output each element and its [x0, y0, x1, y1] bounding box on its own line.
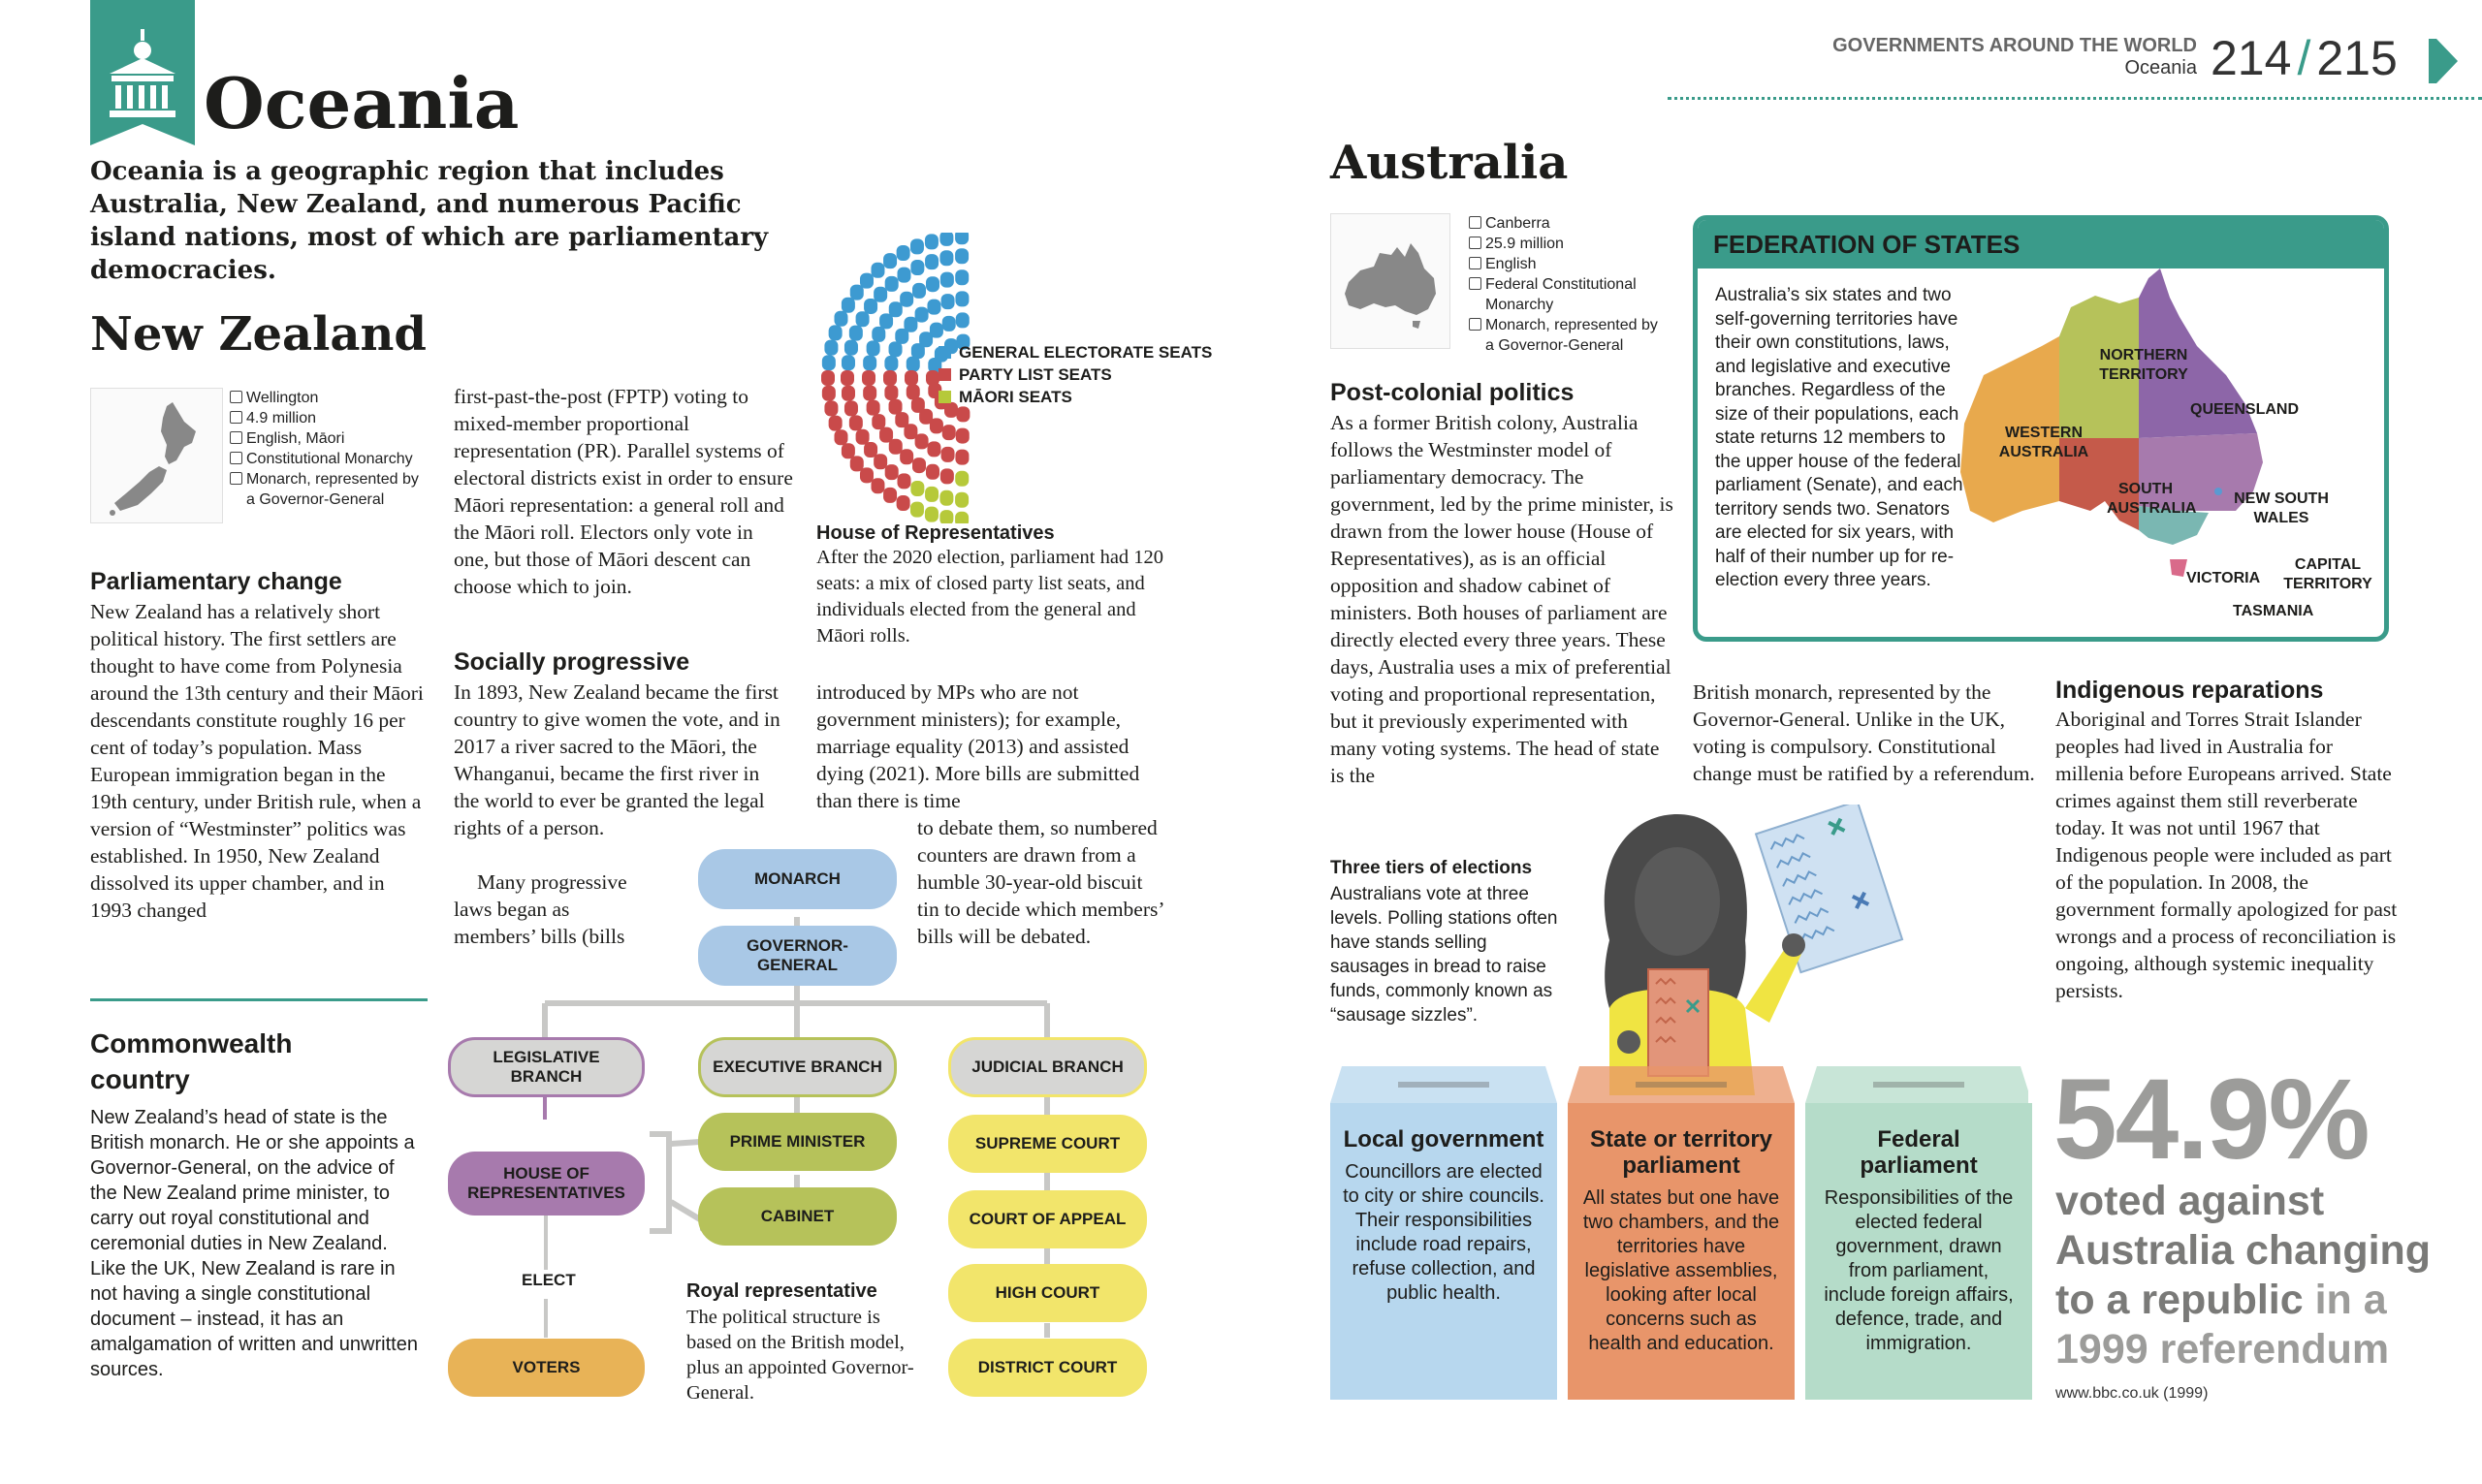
seat-marker — [885, 276, 899, 292]
population-icon — [230, 411, 242, 424]
ballot-box-text: Responsibilities of the elected federal government, drawn from parliament, include foreign affairs, defence, trade, and immigration. — [1824, 1187, 2014, 1354]
seat-marker — [879, 313, 893, 329]
seat-marker — [889, 439, 903, 455]
nz-column2-text: first-past-the-post (FPTP) voting to mixed-member proportional representation (PR). Parallel systems of electoral districts exist in order to ensure Māori representation: a general roll and the Māori roll. Electors only vote in one, but those of Māori descent can choose which to join. — [454, 385, 793, 598]
state-label-nsw: NEW SOUTH WALES — [2234, 490, 2329, 526]
elect-label: ELECT — [522, 1271, 576, 1289]
person-icon — [1469, 318, 1481, 331]
ballot-box-text: All states but one have two chambers, and the territories have legislative assemblies, looking after local concerns such as health and education. — [1582, 1187, 1780, 1354]
ballot-box-federal — [1805, 1103, 2032, 1400]
commonwealth-text: New Zealand’s head of state is the British monarch. He or she appoints a Governor-General, on the advice of the New Zealand prime minister, to carry out royal constitutional and ceremonial duties in New Zealand. Like the UK, New Zealand is rare in not having a single constitutional document – instead, it has an amalgamation of written and unwritten sources. — [90, 1107, 418, 1380]
node-governor-general: GOVERNOR-GENERAL — [698, 926, 897, 986]
stat-caption — [2055, 1177, 2443, 1374]
seat-marker — [927, 441, 940, 457]
page-numbers — [2211, 29, 2398, 87]
seat-marker — [829, 325, 843, 340]
seat-marker — [955, 471, 969, 487]
seat-marker — [856, 311, 870, 327]
seat-marker — [871, 478, 884, 493]
seat-marker — [872, 414, 885, 429]
seat-marker — [884, 356, 898, 371]
seat-marker — [864, 442, 877, 458]
stat-line-4: 1999 referendum — [2055, 1326, 2390, 1373]
legend-swatch-green — [939, 391, 951, 403]
seat-marker — [864, 299, 877, 314]
au-fact-population: 25.9 million — [1469, 234, 1658, 254]
state-label-vic: VICTORIA — [2186, 570, 2261, 586]
seat-marker — [930, 418, 943, 433]
header-dotted-rule — [1668, 97, 2482, 100]
seat-marker — [842, 298, 855, 313]
seat-marker — [925, 507, 939, 522]
ballot-slot — [1398, 1082, 1489, 1088]
nz-map — [90, 388, 223, 523]
seat-marker — [849, 326, 863, 341]
post-colonial-heading: Post-colonial politics — [1330, 379, 1575, 406]
seat-marker — [889, 399, 903, 415]
legend-general-electorate: GENERAL ELECTORATE SEATS — [939, 341, 1212, 363]
seat-marker — [842, 443, 855, 458]
node-court-of-appeal: COURT OF APPEAL — [948, 1190, 1147, 1248]
state-label-act: CAPITAL TERRITORY — [2283, 556, 2372, 592]
seat-marker — [955, 233, 969, 244]
seat-marker — [889, 341, 903, 357]
stat-line-3: to a republic in a — [2055, 1277, 2387, 1323]
indigenous-heading: Indigenous reparations — [2055, 677, 2324, 704]
seat-marker — [897, 268, 910, 283]
seat-marker — [821, 370, 835, 386]
state-label-qld: QUEENSLAND — [2190, 401, 2300, 418]
nz-fact-capital: Wellington — [230, 388, 429, 408]
seat-marker — [824, 340, 838, 356]
seat-marker — [824, 400, 838, 416]
nz-fact-government: Constitutional Monarchy — [230, 449, 429, 469]
running-header — [1832, 35, 2197, 79]
seat-marker — [867, 400, 880, 416]
nz-fact-language: English, Māori — [230, 428, 429, 449]
seat-marker — [841, 370, 854, 386]
seat-marker — [956, 312, 970, 328]
seat-marker — [915, 433, 929, 449]
australia-map-thumb — [1330, 213, 1450, 349]
state-label-nt: NORTHERN TERRITORY — [2099, 347, 2188, 383]
parliamentary-change-text: New Zealand has a relatively short political history. The first settlers are thought to have come from Polynesia around the 13th century and their Māori descendants constitute roughly 16 per cent of today’s population. Mass European immigration began in the 19th century, under British rule, when a version of “Westminster” politics was established. In 1950, New Zealand dissolved its upper chamber, and in 1993 changed — [90, 600, 424, 922]
seat-marker — [927, 300, 940, 315]
seat-marker — [955, 269, 969, 285]
seat-marker — [884, 385, 898, 400]
seat-marker — [850, 456, 864, 471]
node-supreme-court: SUPREME COURT — [948, 1115, 1147, 1173]
nz-fact-head-of-state: Monarch, represented by a Governor-General — [230, 469, 429, 510]
node-prime-minister: PRIME MINISTER — [698, 1113, 897, 1171]
seat-marker — [874, 454, 887, 469]
ballot-boxes — [1330, 1103, 2028, 1400]
australia-column2-text: British monarch, represented by the Governor-General. Unlike in the UK, voting is compulsory. Constitutional change must be ratified by a referendum. — [1693, 680, 2035, 785]
seat-marker — [941, 294, 955, 309]
seat-marker — [926, 276, 939, 292]
seat-marker — [883, 370, 897, 386]
federation-text: Australia’s six states and two self-governing territories have their own constitutions, laws, and legislative and executive branches. Regardless of the size of their populations, each state returns 12 members to the upper house of the federal parliament (Senate), and each territory sends two. Senators are elected for six years, with half of their number up for re-election every three years. — [1715, 285, 1963, 590]
seat-marker — [910, 481, 924, 496]
node-cabinet: CABINET — [698, 1187, 897, 1246]
seat-marker — [955, 492, 969, 508]
post-colonial-text: As a former British colony, Australia follows the Westminster model of parliamentary democracy. The government, led by the prime minister, is drawn from the lower house (House of Representatives), as is an official opposition and shadow cabinet of ministers. Both houses of parliament are directly elected every three years. These days, Australia uses a mix of preferential voting and proportional representation, but it previously experimented with many voting systems. The head of state is the — [1330, 411, 1673, 787]
seat-marker — [955, 248, 969, 264]
government-building-icon — [230, 452, 242, 464]
ballot-box-state — [1568, 1103, 1795, 1400]
seat-marker — [860, 467, 874, 483]
seat-marker — [883, 488, 897, 503]
seat-marker — [822, 355, 836, 370]
page-number-right: 215 — [2316, 31, 2398, 85]
seat-marker — [860, 273, 874, 289]
legend-swatch-red — [939, 368, 951, 381]
location-pin-icon — [230, 391, 242, 403]
seat-marker — [842, 355, 855, 370]
seat-marker — [844, 400, 858, 416]
state-label-wa: WESTERN AUSTRALIA — [1998, 425, 2089, 460]
ballot-box-title: Federal parliament — [1860, 1126, 1978, 1179]
seat-marker — [856, 429, 870, 445]
running-header-subsection: Oceania — [2124, 57, 2197, 79]
seat-marker — [844, 340, 858, 356]
seat-marker — [874, 287, 887, 302]
seat-marker — [872, 327, 885, 342]
seat-marker — [885, 464, 899, 480]
house-text: After the 2020 election, parliament had 120 seats: a mix of closed party list seats, and individuals elected from the general and Māori rolls. — [816, 547, 1164, 647]
au-fact-head-of-state: Monarch, represented by a Governor-General — [1469, 315, 1658, 356]
seat-marker — [942, 425, 956, 440]
seat-marker — [925, 254, 939, 269]
stat-value: 54.9% — [2053, 1056, 2369, 1184]
seat-marker — [871, 263, 884, 278]
page-title: Oceania — [204, 62, 520, 144]
seat-marker — [900, 449, 913, 464]
legend-maori-seats: MĀORI SEATS — [939, 386, 1212, 408]
node-monarch: MONARCH — [698, 849, 897, 909]
seat-marker — [863, 355, 876, 370]
page-number-left: 214 — [2211, 31, 2292, 85]
node-voters: VOTERS — [448, 1339, 645, 1397]
seat-marker — [822, 386, 836, 401]
seat-marker — [905, 370, 918, 386]
socially-progressive-heading: Socially progressive — [454, 648, 690, 676]
state-label-sa: SOUTH AUSTRALIA — [2107, 481, 2197, 517]
speech-bubble-icon — [1469, 257, 1481, 269]
nz-fact-list — [230, 388, 429, 510]
ballot-slot — [1873, 1082, 1964, 1088]
au-fact-language: English — [1469, 254, 1658, 274]
seat-marker — [939, 250, 953, 266]
next-arrow-icon — [2429, 39, 2467, 83]
seat-marker — [912, 283, 926, 299]
seat-legend — [939, 341, 1212, 408]
australia-heading: Australia — [1330, 136, 1569, 190]
node-high-court: HIGH COURT — [948, 1264, 1147, 1322]
royal-representative-text: The political structure is based on the British model, plus an appointed Governor-General. — [686, 1307, 914, 1404]
speech-bubble-icon — [230, 431, 242, 444]
seat-marker — [939, 233, 953, 246]
stat-source: www.bbc.co.uk (1999) — [2055, 1385, 2209, 1402]
au-fact-capital: Canberra — [1469, 213, 1658, 234]
legend-party-list: PARTY LIST SEATS — [939, 363, 1212, 386]
seat-marker — [895, 329, 908, 344]
seat-marker — [900, 292, 913, 307]
seat-marker — [897, 473, 910, 489]
location-pin-icon — [1469, 216, 1481, 229]
ballot-box-title: Local government — [1343, 1126, 1544, 1152]
seat-marker — [939, 490, 953, 506]
seat-marker — [955, 450, 969, 465]
node-judicial-branch: JUDICIAL BRANCH — [948, 1037, 1147, 1097]
au-fact-government: Federal Constitutional Monarchy — [1469, 274, 1658, 315]
seat-marker — [834, 311, 847, 327]
ballot-box-text: Councillors are elected to city or shire councils. Their responsibilities include road repairs, refuse collection, and public health. — [1343, 1161, 1544, 1304]
seat-marker — [863, 386, 876, 401]
seat-marker — [926, 464, 939, 480]
seat-marker — [941, 447, 955, 462]
parliamentary-change-heading: Parliamentary change — [90, 568, 342, 595]
section-divider — [90, 998, 428, 1001]
running-header-section: GOVERNMENTS AROUND THE WORLD — [1832, 35, 2197, 56]
royal-representative-heading: Royal representative — [686, 1280, 877, 1302]
commonwealth-heading: Commonwealth country — [90, 1028, 293, 1094]
federation-box — [1693, 215, 2389, 642]
seat-marker — [829, 416, 843, 431]
seat-marker — [897, 495, 910, 511]
intro-paragraph: Oceania is a geographic region that includes Australia, New Zealand, and numerous Pacific island nations, most of which are parliamentary democracies. — [90, 157, 769, 285]
ballot-box-lids — [1330, 1066, 2028, 1105]
nz-column3-text-b: to debate them, so numbered counters are drawn from a humble 30-year-old biscuit tin to decide which members’ bills will be debated. — [917, 816, 1163, 948]
node-house-of-representatives: HOUSE OF REPRESENTATIVES — [448, 1152, 645, 1216]
seat-marker — [910, 238, 924, 254]
house-heading: House of Representatives — [816, 522, 1055, 544]
nz-heading: New Zealand — [90, 307, 427, 362]
socially-progressive-text: In 1893, New Zealand became the first country to give women the vote, and in 2017 a river sacred to the Māori, the Whanganui, became the first river in the world to ever be granted the legal rights of a person. — [454, 680, 780, 839]
seat-marker — [897, 245, 910, 261]
seat-marker — [834, 429, 847, 445]
seat-marker — [956, 406, 970, 422]
indigenous-text: Aboriginal and Torres Strait Islander peoples had lived in Australia for millenia before Europeans arrived. State crimes against them still reverberate today. It was not until 1967 that Indigenous people were included as part of the population. In 2008, the government formally apologized for past wrongs and a process of reconciliation is ongoing, although systemic inequality persists. — [2055, 708, 2398, 1002]
seat-marker — [850, 285, 864, 300]
seat-marker — [955, 291, 969, 306]
seat-marker — [925, 487, 939, 502]
nz-column3-text-a: introduced by MPs who are not government ministers); for example, marriage equality (2013) and assisted dying (2021). More bills are submitted than there is time — [816, 680, 1140, 812]
person-icon — [230, 472, 242, 485]
three-tiers-text: Australians vote at three levels. Polling stations often have stands selling sausages in bread to raise funds, commonly known as “sausage sizzles”. — [1330, 884, 1558, 1026]
node-legislative-branch: LEGISLATIVE BRANCH — [448, 1037, 645, 1097]
page-number-separator: / — [2297, 31, 2311, 85]
node-district-court: DISTRICT COURT — [948, 1339, 1147, 1397]
federation-heading: FEDERATION OF STATES — [1713, 229, 2021, 259]
socially-progressive-text-cont: Many progressive laws began as members’ bills (bills — [454, 870, 627, 948]
population-icon — [1469, 237, 1481, 249]
state-label-tas: TASMANIA — [2233, 603, 2314, 619]
seat-marker — [910, 260, 924, 275]
ballot-slot — [1636, 1082, 1727, 1088]
federation-header — [1698, 220, 2384, 268]
seat-marker — [910, 502, 924, 518]
seat-marker — [925, 234, 939, 249]
seat-marker — [940, 468, 954, 484]
seat-marker — [849, 415, 863, 430]
ballot-box-local — [1330, 1103, 1557, 1400]
section-icon-tab — [90, 0, 195, 145]
seat-marker — [867, 340, 880, 356]
seat-marker — [912, 458, 926, 473]
seat-marker — [907, 357, 920, 372]
seat-marker — [883, 253, 897, 268]
government-building-icon — [1469, 277, 1481, 290]
stat-line-2: Australia changing — [2055, 1227, 2432, 1274]
ballot-box-title: State or territory parliament — [1589, 1126, 1773, 1179]
stat-line-1: voted against — [2055, 1178, 2325, 1224]
seat-marker — [862, 370, 875, 386]
node-executive-branch: EXECUTIVE BRANCH — [698, 1037, 897, 1097]
legend-swatch-blue — [939, 346, 951, 359]
three-tiers-heading: Three tiers of elections — [1330, 858, 1533, 878]
seat-marker — [956, 428, 970, 444]
seat-marker — [940, 272, 954, 288]
seat-marker — [842, 386, 855, 401]
australia-fact-list — [1469, 213, 1658, 356]
voter-illustration — [1551, 805, 2055, 1095]
seat-marker — [942, 316, 956, 332]
nz-fact-population: 4.9 million — [230, 408, 429, 428]
